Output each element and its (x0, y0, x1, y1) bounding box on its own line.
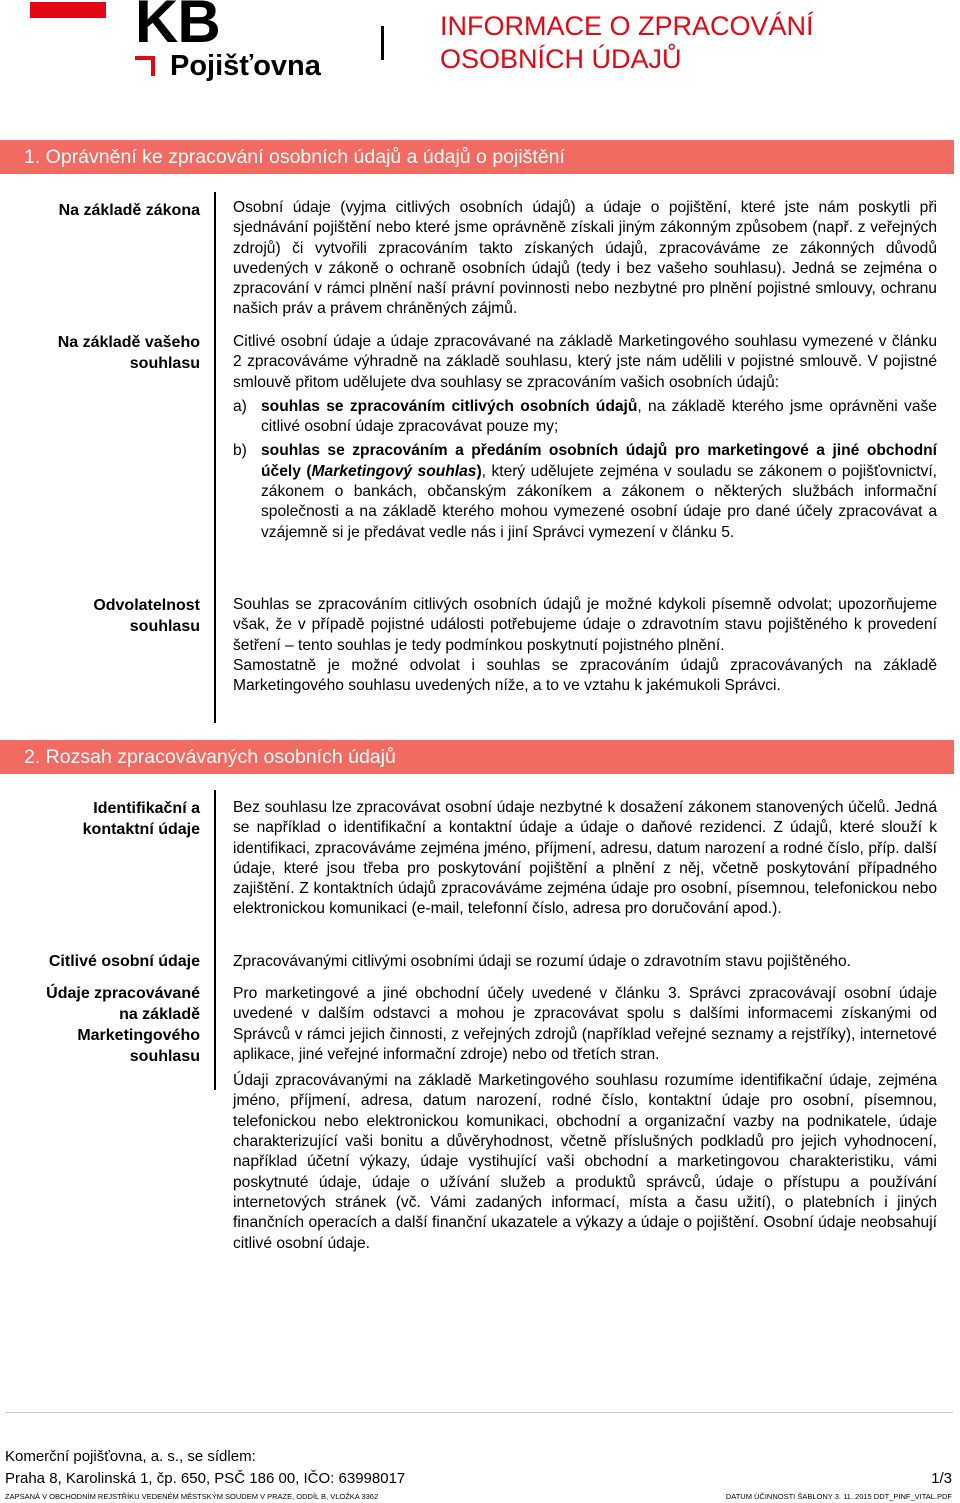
label-na-zaklade-zakona: Na základě zákona (58, 202, 200, 219)
label-odvolat-line1: Odvolatelnost (93, 597, 200, 614)
label-mkt-line1: Údaje zpracovávané (46, 985, 200, 1002)
footer-address: Praha 8, Karolinská 1, čp. 650, PSČ 186 00, IČO: 63998017 (5, 1470, 406, 1487)
item-b-paren-open: ( (300, 462, 312, 480)
document-title-line1: INFORMACE O ZPRACOVÁNÍ (440, 11, 814, 41)
list-item-b (233, 441, 937, 542)
item-b-italic: Marketingový souhlas (311, 462, 477, 480)
document-title (440, 10, 814, 76)
item-b-bold: souhlas se zpracováním a předáním osobních údajů pro marketingové a jiné obchodní účely (261, 442, 937, 480)
odvolat-para1: Souhlas se zpracováním citlivých osobních údajů je možné kdykoli písemně odvolat; upozorňujeme však, že v případě pojistné události potřebujeme údaje o zdravotním stavu pojištěného k provedení šetření – tento souhlas je tedy podmínkou poskytnutí pojistného plnění. (233, 596, 937, 654)
label-mkt-line3: Marketingového (77, 1027, 200, 1044)
list-mark-b: b) (233, 442, 247, 460)
footer-template-date: DATUM ÚČINNOSTI ŠABLONY 3. 11. 2015 DDT_PINF_VITAL.PDF (725, 1492, 952, 1501)
kb-pojistovna-logo (30, 0, 321, 84)
footer-company: Komerční pojišťovna, a. s., se sídlem: (5, 1448, 256, 1465)
section2-title: 2. Rozsah zpracovávaných osobních údajů (0, 740, 954, 774)
footer-divider (5, 1412, 953, 1413)
label-citlive-udaje: Citlivé osobní údaje (48, 953, 200, 970)
section1-divider-line (214, 192, 216, 723)
logo-kb-text: KB (135, 0, 220, 55)
item-b-rest: , který udělujete zejména v souladu se zákonem o pojišťovnictví, zákonem o bankách, občanským zákoníkem a zákonem o některých službách informační společnosti a na základě kterého mohou vymezené osobní údaje pro dané účely zpracovávat a vzájemně si je předávat vedle nás i jiní Správci vymezení v článku 5. (261, 462, 938, 541)
logo-red-bar (30, 2, 106, 18)
text-odvolatelnost-souhlasu (233, 595, 937, 696)
document-title-line2: OSOBNÍCH ÚDAJŮ (440, 44, 682, 74)
section2-divider-line (214, 790, 216, 1090)
label-identifikacni-udaje (10, 798, 200, 840)
label-ident-line2: kontaktní údaje (82, 821, 200, 838)
item-a-rest: , na základě kterého jsme oprávněni vaše citlivé osobní údaje zpracovávat pouze my; (261, 397, 937, 436)
mkt-para2: Údaji zpracovávanými na základě Marketingového souhlasu rozumíme identifikační údaje, zejména jméno, příjmení, adresa, datum narození, rodné číslo, kontaktní údaje pro osobní, písemnou, telefonickou nebo elektronickou komunikaci, obchodní a organizační vazby na podnikatele, údaje charakterizující vaši bonitu a důvěryhodnost, včetně příslušných podkladů pro jejich vyhodnocení, například účetní výkazy, údaje vystihující vaši obchodní a marketingovou charakteristiku, vámi poskytnuté údaje, údaje o užívání služeb a produktů správců, údaje o přístupu a používání internetových stránek (vč. Vámi zadaných informací, místa a času užití), o platebních i jiných finančních operacích a další finanční ukazatele a výkazy a údaje o pojištění. Osobní údaje neobsahují citlivé osobní údaje. (233, 1072, 937, 1252)
odvolat-para2: Samostatně je možné odvolat i souhlas se zpracováním údajů zpracovávaných na základě Marketingového souhlasu uvedených níže, a to ve vztahu k jakémukoli Správci. (233, 656, 937, 695)
logo-corner-icon (135, 56, 155, 76)
header-divider (381, 26, 384, 60)
text-citlive-udaje: Zpracovávanými citlivými osobními údaji se rozumí údaje o zdravotním stavu pojištěného. (233, 953, 851, 970)
text-na-zaklade-souhlasu (233, 332, 937, 543)
item-b-paren-close: ) (476, 462, 482, 480)
logo-pojistovna-text: Pojišťovna (170, 50, 321, 82)
label-souhlas-line1: Na základě vašeho (57, 334, 200, 351)
label-odvolatelnost-souhlasu (10, 595, 200, 637)
mkt-para1: Pro marketingové a jiné obchodní účely uvedené v článku 3. Správci zpracovávají osobní údaje uvedené v dalším odstavci a mohou je zpracovávat spolu s dalšími informacemi získanými od Správců v rámci jejich činnosti, z veřejných zdrojů (například veřejné seznamy a rejstříky), internetové aplikace, jiné veřejné informační zdroje) nebo od třetích stran. (233, 985, 937, 1063)
text-marketingove-udaje (233, 984, 937, 1254)
label-ident-line1: Identifikační a (93, 800, 200, 817)
section1-title: 1. Oprávnění ke zpracování osobních údajů a údajů o pojištění (0, 140, 954, 174)
list-mark-a: a) (233, 397, 247, 415)
text-na-zaklade-zakona: Osobní údaje (vyjma citlivých osobních údajů) a údaje o pojištění, které jste nám poskytli při sjednávání pojištění nebo které jsme oprávněně získali jiným zákonným způsobem (např. z veřejných zdrojů) či vytvořili zpracováním takto získaných údajů, zpracováváme ze zákonných důvodů uvedených v zákoně o ochraně osobních údajů (tedy i bez vašeho souhlasu). Jedná se zejména o zpracování v rámci plnění naší právní povinnosti nebo nezbytné pro plnění pojistné smlouvy, ochranu našich práv a právem chráněných zájmů. (233, 199, 937, 318)
label-mkt-line2: na základě (119, 1006, 200, 1023)
footer-registry: ZAPSANÁ V OBCHODNÍM REJSTŘÍKU VEDENÉM MĚSTSKÝM SOUDEM V PRAZE, ODDÍL B, VLOŽKA 3362 (5, 1492, 379, 1501)
label-mkt-line4: souhlasu (129, 1048, 200, 1065)
text-identifikacni-udaje: Bez souhlasu lze zpracovávat osobní údaje nezbytné k dosažení zákonem stanovených účelů. Jedná se například o identifikační a kontaktní údaje a údaje o daňové rezidenci. Z údajů, které slouží k identifikaci, zpracováváme zejména jméno, příjmení, adresu, datum narození a rodné číslo, příp. další údaje, které jsou třeba pro poskytování pojištění a plnění z něj, včetně poskytování případného zajištění. Z kontaktních údajů zpracováváme zejména údaje pro osobní, písemnou, telefonickou nebo elektronickou komunikaci (e-mail, telefonní číslo, adresa pro doručování apod.). (233, 799, 937, 918)
label-odvolat-line2: souhlasu (129, 618, 200, 635)
footer-page-number: 1/3 (931, 1470, 952, 1487)
label-na-zaklade-souhlasu (10, 332, 200, 374)
list-item-a (233, 397, 937, 438)
item-a-bold: souhlas se zpracováním citlivých osobních údajů (261, 397, 638, 415)
souhlas-intro: Citlivé osobní údaje a údaje zpracovávané na základě Marketingového souhlasu vymezené v článku 2 zpracováváme výhradně na základě souhlasu, který jste nám udělili v pojistné smlouvě. V pojistné smlouvě přitom udělujete dva souhlasy se zpracováním vašich osobních údajů: (233, 333, 937, 391)
label-marketingove-udaje (10, 983, 200, 1067)
label-souhlas-line2: souhlasu (129, 355, 200, 372)
